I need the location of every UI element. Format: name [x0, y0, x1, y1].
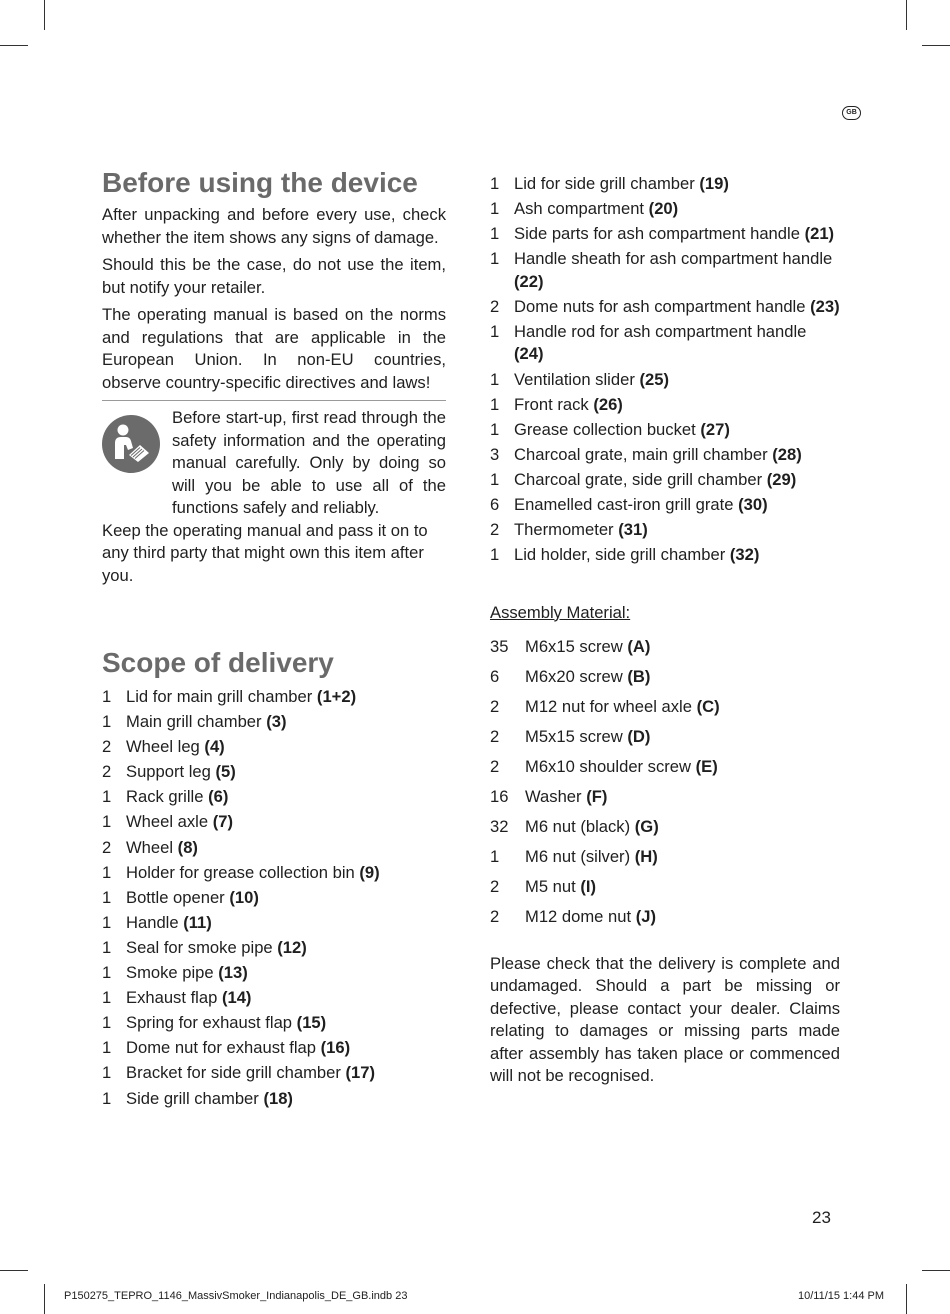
scope-list-item — [102, 962, 446, 985]
item-reference: (A) — [627, 636, 651, 656]
item-reference: (7) — [212, 812, 233, 832]
item-description — [514, 519, 840, 542]
read-manual-icon — [102, 415, 160, 473]
scope-list-item — [490, 173, 840, 196]
item-reference: (C) — [696, 696, 720, 716]
item-quantity: 1 — [102, 963, 112, 983]
item-reference: (20) — [648, 199, 679, 219]
item-name: M6 nut (silver) — [525, 846, 631, 866]
item-name: Ash compartment — [514, 199, 645, 219]
item-description — [126, 1012, 446, 1035]
item-name: Side grill chamber — [126, 1088, 259, 1108]
item-quantity: 1 — [490, 249, 500, 269]
item-description — [514, 444, 840, 467]
item-description — [525, 906, 840, 928]
item-description — [514, 544, 840, 567]
item-reference: (10) — [229, 887, 259, 907]
assembly-heading: Assembly Material: — [490, 602, 631, 622]
closing-paragraph: Please check that the delivery is complete and undamaged. Should a part be missing or defective, please contact your dealer. Claims relating to damages or missing parts made after assembly has taken place or commenced will not be recognised. — [490, 953, 840, 1086]
item-quantity: 2 — [490, 876, 500, 896]
item-reference: (6) — [208, 787, 229, 807]
paragraph-eu-norms: The operating manual is based on the norms and regulations that are applicable in the European Union. In non-EU countries, observe country-specific directives and laws! — [102, 305, 446, 392]
item-quantity: 2 — [490, 520, 500, 540]
item-name: Handle rod for ash compartment handle — [514, 321, 807, 341]
paragraph-notify-retailer: Should this be the case, do not use the item, but notify your retailer. — [102, 255, 446, 297]
crop-mark — [922, 45, 950, 46]
scope-list-item — [490, 494, 840, 517]
item-description — [514, 469, 840, 492]
item-quantity: 1 — [102, 1013, 112, 1033]
item-description — [126, 837, 446, 860]
scope-list-item — [490, 223, 840, 246]
item-reference: (14) — [221, 988, 252, 1008]
crop-mark — [44, 0, 45, 30]
scope-list-item — [490, 469, 840, 492]
item-reference: (24) — [514, 344, 544, 364]
item-quantity: 1 — [102, 1038, 112, 1058]
item-reference: (H) — [634, 846, 658, 866]
item-reference: (21) — [804, 224, 835, 244]
item-name: Wheel leg — [126, 737, 200, 757]
item-description — [126, 1037, 446, 1060]
item-reference: (5) — [215, 762, 236, 782]
scope-list-item — [102, 937, 446, 960]
scope-list-continued — [490, 173, 840, 567]
item-reference: (28) — [772, 444, 802, 464]
item-name: Front rack — [514, 394, 589, 414]
item-reference: (12) — [277, 937, 307, 957]
scope-list-item — [102, 837, 446, 860]
item-quantity: 1 — [490, 419, 500, 439]
item-description — [514, 173, 840, 196]
item-quantity: 1 — [102, 1088, 112, 1108]
item-description — [126, 736, 446, 759]
item-description — [514, 198, 840, 221]
item-quantity: 1 — [490, 469, 500, 489]
scope-heading: Scope of delivery — [102, 647, 334, 678]
item-quantity: 35 — [490, 636, 509, 656]
item-description — [126, 786, 446, 809]
assembly-list-item — [490, 876, 840, 898]
item-name: Dome nuts for ash compartment handle — [514, 296, 806, 316]
item-name: Bracket for side grill chamber — [126, 1063, 341, 1083]
item-reference: (13) — [218, 963, 248, 983]
crop-mark — [922, 1270, 950, 1271]
item-quantity: 16 — [490, 786, 509, 806]
language-badge: GB — [842, 106, 861, 120]
item-description — [126, 1088, 446, 1111]
item-quantity: 2 — [490, 726, 500, 746]
item-description — [525, 816, 840, 838]
crop-mark — [0, 1270, 28, 1271]
crop-mark — [906, 0, 907, 30]
item-quantity: 6 — [490, 495, 500, 515]
before-using-heading: Before using the device — [102, 167, 418, 198]
item-quantity: 1 — [102, 1063, 112, 1083]
item-description — [525, 876, 840, 898]
item-description — [525, 636, 840, 658]
item-name: Main grill chamber — [126, 712, 262, 732]
scope-list-item — [490, 394, 840, 417]
assembly-list — [490, 636, 840, 928]
item-name: Lid for main grill chamber — [126, 687, 313, 706]
scope-list-item — [490, 444, 840, 467]
item-quantity: 32 — [490, 816, 509, 836]
scope-list-item — [102, 912, 446, 935]
item-name: Grease collection bucket — [514, 419, 696, 439]
item-quantity: 2 — [102, 737, 112, 757]
item-quantity: 1 — [490, 545, 500, 565]
item-name: M12 nut for wheel axle — [525, 696, 692, 716]
item-reference: (3) — [266, 712, 287, 732]
item-description — [525, 846, 840, 868]
item-quantity: 1 — [102, 988, 112, 1008]
item-name: Thermometer — [514, 520, 614, 540]
item-reference: (22) — [514, 271, 544, 291]
item-name: M12 dome nut — [525, 906, 632, 926]
scope-list-item — [102, 811, 446, 834]
item-reference: (E) — [695, 756, 718, 776]
item-quantity: 1 — [102, 712, 112, 732]
item-quantity: 1 — [102, 937, 112, 957]
item-name: Ventilation slider — [514, 369, 635, 389]
left-column — [102, 162, 446, 1113]
item-reference: (15) — [296, 1013, 327, 1033]
item-reference: (I) — [580, 876, 597, 896]
item-description — [525, 666, 840, 688]
item-quantity: 1 — [102, 862, 112, 882]
item-name: Charcoal grate, main grill chamber — [514, 444, 768, 464]
item-description — [525, 786, 840, 808]
item-quantity: 2 — [102, 837, 112, 857]
item-quantity: 1 — [102, 787, 112, 807]
item-description — [126, 887, 446, 910]
assembly-list-item — [490, 666, 840, 688]
item-quantity: 2 — [490, 696, 500, 716]
item-reference: (9) — [359, 862, 380, 882]
item-name: Wheel — [126, 837, 174, 857]
assembly-list-item — [490, 726, 840, 748]
scope-list-item — [102, 786, 446, 809]
safety-note — [102, 400, 446, 520]
item-reference: (8) — [177, 837, 198, 857]
item-name: M5x15 screw — [525, 726, 623, 746]
item-reference: (17) — [345, 1063, 376, 1083]
crop-mark — [906, 1284, 907, 1314]
item-description — [514, 321, 840, 366]
item-quantity: 1 — [490, 846, 500, 866]
footer-file-info: P150275_TEPRO_1146_MassivSmoker_Indianapolis_DE_GB.indb 23 — [64, 1290, 408, 1302]
item-quantity: 1 — [490, 394, 500, 414]
scope-list-item — [102, 686, 446, 709]
scope-list-item — [102, 987, 446, 1010]
item-name: Spring for exhaust flap — [126, 1013, 293, 1033]
assembly-list-item — [490, 636, 840, 658]
item-description — [126, 862, 446, 885]
item-reference: (26) — [593, 394, 623, 414]
right-column — [490, 173, 840, 1088]
item-name: Seal for smoke pipe — [126, 937, 273, 957]
assembly-list-item — [490, 846, 840, 868]
item-name: Charcoal grate, side grill chamber — [514, 469, 763, 489]
item-name: Smoke pipe — [126, 963, 214, 983]
item-name: Lid for side grill chamber — [514, 174, 695, 193]
item-description — [514, 296, 840, 319]
item-name: Holder for grease collection bin — [126, 862, 355, 882]
item-reference: (D) — [627, 726, 651, 746]
paragraph-damage-check: After unpacking and before every use, check whether the item shows any signs of damage. — [102, 205, 446, 247]
scope-list — [102, 686, 446, 1110]
item-description — [514, 494, 840, 517]
item-description — [514, 394, 840, 417]
item-description — [126, 1062, 446, 1085]
item-reference: (30) — [738, 495, 768, 515]
paragraph-keep-manual: Keep the operating manual and pass it on to any third party that might own this item after you. — [102, 520, 428, 585]
scope-list-item — [102, 711, 446, 734]
item-description — [126, 761, 446, 784]
item-reference: (4) — [204, 737, 225, 757]
assembly-list-item — [490, 906, 840, 928]
item-quantity: 6 — [490, 666, 500, 686]
item-name: Support leg — [126, 762, 211, 782]
scope-list-item — [490, 369, 840, 392]
item-name: Exhaust flap — [126, 988, 218, 1008]
item-reference: (31) — [618, 520, 648, 540]
item-description — [126, 987, 446, 1010]
item-description — [514, 369, 840, 392]
item-reference: (B) — [627, 666, 651, 686]
scope-list-item — [102, 1062, 446, 1085]
item-description — [126, 962, 446, 985]
item-quantity: 2 — [490, 906, 500, 926]
safety-note-text: Before start-up, first read through the safety information and the operating manual carefully. Only by doing so will you be able to use all of the functions safely and reliably. — [172, 408, 446, 517]
item-quantity: 1 — [102, 812, 112, 832]
item-reference: (J) — [635, 906, 656, 926]
item-description — [126, 811, 446, 834]
crop-mark — [0, 45, 28, 46]
crop-mark — [44, 1284, 45, 1314]
scope-list-item — [490, 519, 840, 542]
item-name: M5 nut — [525, 876, 576, 896]
assembly-list-item — [490, 756, 840, 778]
item-quantity: 2 — [490, 296, 500, 316]
item-name: M6x10 shoulder screw — [525, 756, 692, 776]
item-quantity: 2 — [490, 756, 500, 776]
item-reference: (F) — [586, 786, 608, 806]
item-reference: (16) — [320, 1038, 351, 1058]
item-description — [126, 937, 446, 960]
item-name: Rack grille — [126, 787, 204, 807]
item-name: Wheel axle — [126, 812, 209, 832]
item-description — [514, 419, 840, 442]
item-name: Lid holder, side grill chamber — [514, 545, 726, 565]
item-quantity: 2 — [102, 762, 112, 782]
item-description — [514, 223, 840, 246]
scope-list-item — [102, 862, 446, 885]
item-reference: (32) — [729, 545, 760, 565]
item-quantity: 1 — [490, 321, 500, 341]
scope-list-item — [490, 248, 840, 293]
scope-list-item — [102, 1037, 446, 1060]
item-reference: (1+2) — [316, 687, 357, 706]
scope-list-item — [490, 198, 840, 221]
scope-list-item — [102, 1088, 446, 1111]
item-reference: (18) — [263, 1088, 293, 1108]
item-name: Enamelled cast-iron grill grate — [514, 495, 734, 515]
footer-timestamp: 10/11/15 1:44 PM — [798, 1290, 885, 1302]
item-quantity: 1 — [102, 687, 112, 706]
item-description — [126, 912, 446, 935]
item-description — [525, 696, 840, 718]
scope-list-item — [490, 544, 840, 567]
item-name: M6x20 screw — [525, 666, 623, 686]
item-description — [514, 248, 840, 293]
item-name: Washer — [525, 786, 582, 806]
item-name: Handle — [126, 912, 179, 932]
assembly-list-item — [490, 816, 840, 838]
page-number: 23 — [812, 1208, 831, 1227]
item-description — [126, 711, 446, 734]
item-reference: (29) — [766, 469, 797, 489]
scope-list-item — [490, 296, 840, 319]
scope-list-item — [102, 887, 446, 910]
scope-list-item — [102, 761, 446, 784]
item-description — [126, 686, 446, 709]
item-reference: (11) — [183, 912, 212, 932]
item-name: M6 nut (black) — [525, 816, 631, 836]
item-reference: (27) — [700, 419, 730, 439]
item-name: Dome nut for exhaust flap — [126, 1038, 317, 1058]
item-quantity: 3 — [490, 444, 500, 464]
item-description — [525, 756, 840, 778]
item-quantity: 1 — [490, 174, 500, 193]
item-quantity: 1 — [490, 369, 500, 389]
item-reference: (23) — [810, 296, 840, 316]
item-reference: (19) — [699, 174, 729, 193]
item-name: Handle sheath for ash compartment handle — [514, 249, 833, 269]
item-reference: (25) — [639, 369, 669, 389]
assembly-list-item — [490, 696, 840, 718]
item-quantity: 1 — [490, 224, 500, 244]
scope-list-item — [490, 321, 840, 366]
scope-list-item — [102, 1012, 446, 1035]
item-quantity: 1 — [102, 887, 112, 907]
item-quantity: 1 — [102, 912, 112, 932]
item-name: M6x15 screw — [525, 636, 623, 656]
item-name: Side parts for ash compartment handle — [514, 224, 800, 244]
assembly-list-item — [490, 786, 840, 808]
item-name: Bottle opener — [126, 887, 225, 907]
item-quantity: 1 — [490, 199, 500, 219]
item-reference: (G) — [634, 816, 659, 836]
scope-list-item — [490, 419, 840, 442]
item-description — [525, 726, 840, 748]
scope-list-item — [102, 736, 446, 759]
